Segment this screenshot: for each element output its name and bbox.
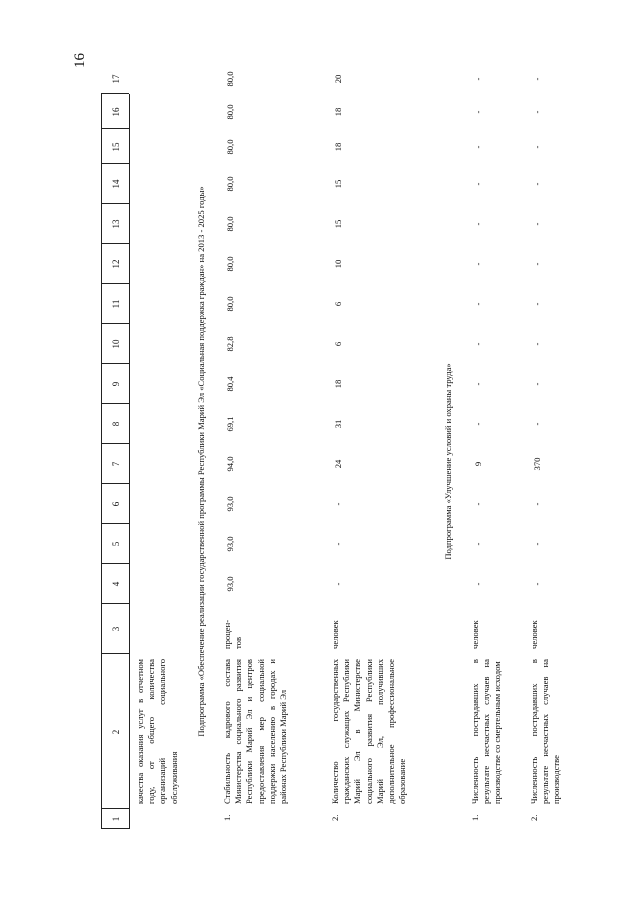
- value-cell: 80,0: [225, 139, 235, 155]
- value-cell: 80,0: [225, 296, 235, 312]
- col-divider: [101, 243, 129, 244]
- indicator-name: Численность пострадавших в результате несчастных случаев на производстве: [529, 659, 562, 804]
- value-cell: -: [473, 110, 483, 114]
- value-cell: -: [473, 422, 483, 426]
- value-cell: 6: [333, 301, 343, 307]
- row-number: 2.: [330, 814, 340, 821]
- value-cell: 93,0: [225, 576, 235, 592]
- value-cell: -: [532, 582, 542, 586]
- unit: человек: [529, 620, 539, 649]
- value-cell: 6: [333, 341, 343, 347]
- col-number: 13: [111, 219, 121, 229]
- value-cell: 15: [333, 179, 343, 189]
- subprogram-1-title: Подпрограмма «Обеспечение реализации государственной программы Республики Марий Эл «Социальная поддержка граждан» на 2013 - 2025 годы»: [196, 186, 206, 737]
- value-cell: 370: [532, 457, 542, 471]
- unit: человек: [330, 620, 340, 649]
- value-cell: 80,0: [225, 176, 235, 192]
- value-cell: -: [333, 502, 343, 506]
- col-divider: [101, 563, 129, 564]
- value-cell: -: [473, 582, 483, 586]
- col-divider: [101, 283, 129, 284]
- unit: человек: [470, 620, 480, 649]
- value-cell: 82,8: [225, 336, 235, 352]
- col-number: 7: [111, 461, 121, 467]
- value-cell: -: [532, 382, 542, 386]
- value-cell: 80,0: [225, 104, 235, 120]
- value-cell: -: [473, 145, 483, 149]
- value-cell: 18: [333, 379, 343, 389]
- col-number: 4: [111, 581, 121, 587]
- col-number: 1: [111, 816, 121, 822]
- col-divider: [101, 653, 129, 654]
- value-cell: -: [532, 222, 542, 226]
- indicator-name: Стабильность кадрового состава Министерства социального развития Республики Марий Эл и центров предоставления мер социальной поддержки населению в городах и районах Республики Марий Эл: [222, 659, 289, 804]
- col-number: 3: [111, 626, 121, 632]
- col-divider: [101, 403, 129, 404]
- row-number: 2.: [529, 814, 539, 821]
- value-cell: -: [532, 145, 542, 149]
- col-number: 10: [111, 339, 121, 349]
- col-divider: [101, 483, 129, 484]
- col-number: 2: [111, 729, 121, 735]
- col-divider: [101, 443, 129, 444]
- value-cell: 18: [333, 142, 343, 152]
- value-cell: 24: [333, 459, 343, 469]
- col-number: 14: [111, 179, 121, 189]
- value-cell: 18: [333, 107, 343, 117]
- col-divider: [101, 603, 129, 604]
- value-cell: 69,1: [225, 416, 235, 432]
- value-cell: -: [473, 542, 483, 546]
- carryover-indicator-text: качества оказания услуг в отчетном году, от общего количества организаций социального обслуживания: [135, 659, 179, 804]
- header-bottom-border: [129, 94, 130, 829]
- col-divider: [101, 128, 129, 129]
- value-cell: 10: [333, 259, 343, 269]
- row-number: 1.: [222, 814, 232, 821]
- value-cell: -: [473, 302, 483, 306]
- col-divider: [101, 163, 129, 164]
- col-divider: [101, 523, 129, 524]
- value-cell: 20: [333, 74, 343, 84]
- col-divider: [101, 323, 129, 324]
- col-divider: [101, 203, 129, 204]
- value-cell: 80,4: [225, 376, 235, 392]
- subprogram-2-title: Подпрограмма «Улучшение условий и охраны труда»: [443, 363, 453, 560]
- value-cell: -: [333, 582, 343, 586]
- value-cell: -: [473, 262, 483, 266]
- value-cell: -: [473, 77, 483, 81]
- value-cell: -: [473, 342, 483, 346]
- col-number: 12: [111, 259, 121, 269]
- col-number: 8: [111, 421, 121, 427]
- col-divider: [101, 363, 129, 364]
- value-cell: 93,0: [225, 536, 235, 552]
- value-cell: -: [532, 182, 542, 186]
- unit: процен- тов: [222, 619, 244, 649]
- table-top-border: [101, 94, 102, 829]
- indicator-name: Количество государственных гражданских служащих Республики Марий Эл в Министерстве социального развития Республики Марий Эл, получивших дополнительное профессиональное образование: [330, 659, 408, 804]
- col-number: 5: [111, 541, 121, 547]
- col-number: 17: [111, 74, 121, 84]
- value-cell: -: [532, 110, 542, 114]
- value-cell: -: [532, 262, 542, 266]
- col-number: 6: [111, 501, 121, 507]
- value-cell: 15: [333, 219, 343, 229]
- value-cell: 80,0: [225, 256, 235, 272]
- value-cell: 80,0: [225, 71, 235, 87]
- value-cell: -: [532, 542, 542, 546]
- value-cell: -: [532, 302, 542, 306]
- value-cell: 94,0: [225, 456, 235, 472]
- value-cell: -: [532, 422, 542, 426]
- page-number: 16: [72, 53, 88, 68]
- value-cell: -: [473, 182, 483, 186]
- value-cell: 31: [333, 419, 343, 429]
- col-number: 15: [111, 142, 121, 152]
- value-cell: -: [473, 222, 483, 226]
- value-cell: -: [473, 502, 483, 506]
- value-cell: 9: [473, 461, 483, 467]
- col-number: 11: [111, 299, 121, 309]
- row-number: 1.: [470, 814, 480, 821]
- value-cell: -: [532, 342, 542, 346]
- col-number: 16: [111, 107, 121, 117]
- value-cell: -: [532, 77, 542, 81]
- value-cell: 80,0: [225, 216, 235, 232]
- value-cell: -: [473, 382, 483, 386]
- value-cell: 93,0: [225, 496, 235, 512]
- value-cell: -: [532, 502, 542, 506]
- col-number: 9: [111, 381, 121, 387]
- value-cell: -: [333, 542, 343, 546]
- indicator-name: Численность пострадавших в результате несчастных случаев на производстве со смертельным исходом: [470, 659, 503, 804]
